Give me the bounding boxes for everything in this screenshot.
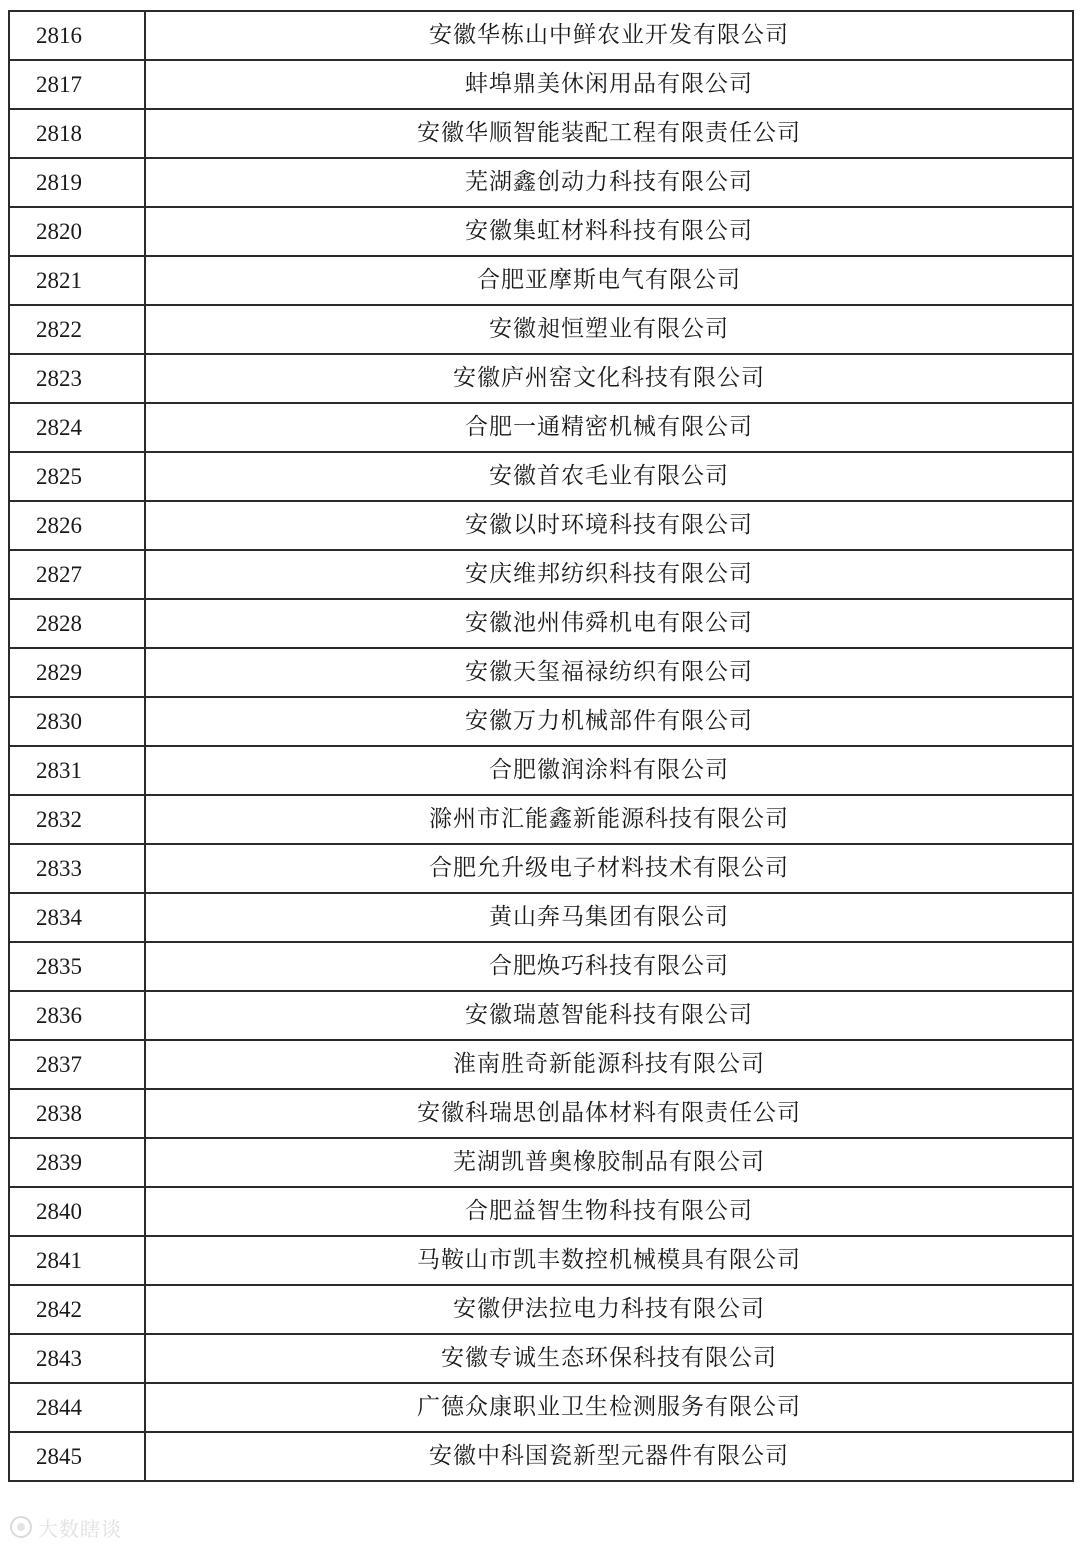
table-row	[9, 599, 1073, 648]
row-number: 2829	[9, 648, 145, 697]
company-name: 马鞍山市凯丰数控机械模具有限公司	[145, 1236, 1073, 1285]
row-number: 2819	[9, 158, 145, 207]
row-number: 2823	[9, 354, 145, 403]
row-number: 2825	[9, 452, 145, 501]
company-name: 安徽伊法拉电力科技有限公司	[145, 1285, 1073, 1334]
table-row	[9, 746, 1073, 795]
company-name: 安徽万力机械部件有限公司	[145, 697, 1073, 746]
row-number: 2841	[9, 1236, 145, 1285]
table-row	[9, 1187, 1073, 1236]
company-name: 滁州市汇能鑫新能源科技有限公司	[145, 795, 1073, 844]
table-row	[9, 1334, 1073, 1383]
row-number: 2828	[9, 599, 145, 648]
table-row	[9, 991, 1073, 1040]
watermark	[10, 1514, 122, 1540]
table-row	[9, 697, 1073, 746]
row-number: 2818	[9, 109, 145, 158]
row-number: 2837	[9, 1040, 145, 1089]
table-row	[9, 256, 1073, 305]
row-number: 2826	[9, 501, 145, 550]
company-name: 蚌埠鼎美休闲用品有限公司	[145, 60, 1073, 109]
table-row	[9, 60, 1073, 109]
table-row	[9, 207, 1073, 256]
table-row	[9, 942, 1073, 991]
company-name: 芜湖凯普奥橡胶制品有限公司	[145, 1138, 1073, 1187]
company-name: 安徽华栋山中鲜农业开发有限公司	[145, 11, 1073, 60]
row-number: 2822	[9, 305, 145, 354]
row-number: 2840	[9, 1187, 145, 1236]
table-row	[9, 158, 1073, 207]
row-number: 2832	[9, 795, 145, 844]
company-name: 淮南胜奇新能源科技有限公司	[145, 1040, 1073, 1089]
table-row	[9, 1432, 1073, 1481]
row-number: 2831	[9, 746, 145, 795]
company-name: 安徽以时环境科技有限公司	[145, 501, 1073, 550]
table-row	[9, 648, 1073, 697]
company-name: 安徽天玺福禄纺织有限公司	[145, 648, 1073, 697]
table-row	[9, 452, 1073, 501]
row-number: 2833	[9, 844, 145, 893]
table-row	[9, 1285, 1073, 1334]
table-row	[9, 550, 1073, 599]
row-number: 2834	[9, 893, 145, 942]
row-number: 2821	[9, 256, 145, 305]
table-row	[9, 1040, 1073, 1089]
row-number: 2827	[9, 550, 145, 599]
company-name: 安徽专诚生态环保科技有限公司	[145, 1334, 1073, 1383]
table-row	[9, 1236, 1073, 1285]
row-number: 2824	[9, 403, 145, 452]
watermark-text: 大数瞎谈	[38, 1516, 122, 1541]
company-name: 安徽瑞蒽智能科技有限公司	[145, 991, 1073, 1040]
row-number: 2836	[9, 991, 145, 1040]
company-name: 合肥焕巧科技有限公司	[145, 942, 1073, 991]
company-name: 安徽昶恒塑业有限公司	[145, 305, 1073, 354]
table-row	[9, 1383, 1073, 1432]
logo-icon	[10, 1516, 32, 1538]
table-row	[9, 305, 1073, 354]
row-number: 2820	[9, 207, 145, 256]
company-name: 安庆维邦纺织科技有限公司	[145, 550, 1073, 599]
company-name: 安徽集虹材料科技有限公司	[145, 207, 1073, 256]
company-name: 芜湖鑫创动力科技有限公司	[145, 158, 1073, 207]
company-name: 黄山奔马集团有限公司	[145, 893, 1073, 942]
row-number: 2835	[9, 942, 145, 991]
company-name: 合肥允升级电子材料技术有限公司	[145, 844, 1073, 893]
table-row	[9, 893, 1073, 942]
table-row	[9, 109, 1073, 158]
table-row	[9, 1138, 1073, 1187]
company-name: 安徽池州伟舜机电有限公司	[145, 599, 1073, 648]
company-name: 安徽首农毛业有限公司	[145, 452, 1073, 501]
table-row	[9, 403, 1073, 452]
company-name: 合肥亚摩斯电气有限公司	[145, 256, 1073, 305]
table-row	[9, 501, 1073, 550]
row-number: 2830	[9, 697, 145, 746]
row-number: 2838	[9, 1089, 145, 1138]
company-name: 安徽华顺智能装配工程有限责任公司	[145, 109, 1073, 158]
company-name: 合肥益智生物科技有限公司	[145, 1187, 1073, 1236]
table-row	[9, 795, 1073, 844]
company-name: 广德众康职业卫生检测服务有限公司	[145, 1383, 1073, 1432]
row-number: 2844	[9, 1383, 145, 1432]
row-number: 2845	[9, 1432, 145, 1481]
table-row	[9, 1089, 1073, 1138]
row-number: 2817	[9, 60, 145, 109]
company-name: 安徽庐州窑文化科技有限公司	[145, 354, 1073, 403]
table-row	[9, 354, 1073, 403]
row-number: 2843	[9, 1334, 145, 1383]
company-name: 合肥徽润涂料有限公司	[145, 746, 1073, 795]
company-name: 安徽中科国瓷新型元器件有限公司	[145, 1432, 1073, 1481]
table-row	[9, 844, 1073, 893]
company-list-table	[8, 10, 1074, 1482]
row-number: 2842	[9, 1285, 145, 1334]
company-name: 合肥一通精密机械有限公司	[145, 403, 1073, 452]
table-body	[9, 11, 1073, 1481]
row-number: 2839	[9, 1138, 145, 1187]
company-name: 安徽科瑞思创晶体材料有限责任公司	[145, 1089, 1073, 1138]
row-number: 2816	[9, 11, 145, 60]
table-row	[9, 11, 1073, 60]
